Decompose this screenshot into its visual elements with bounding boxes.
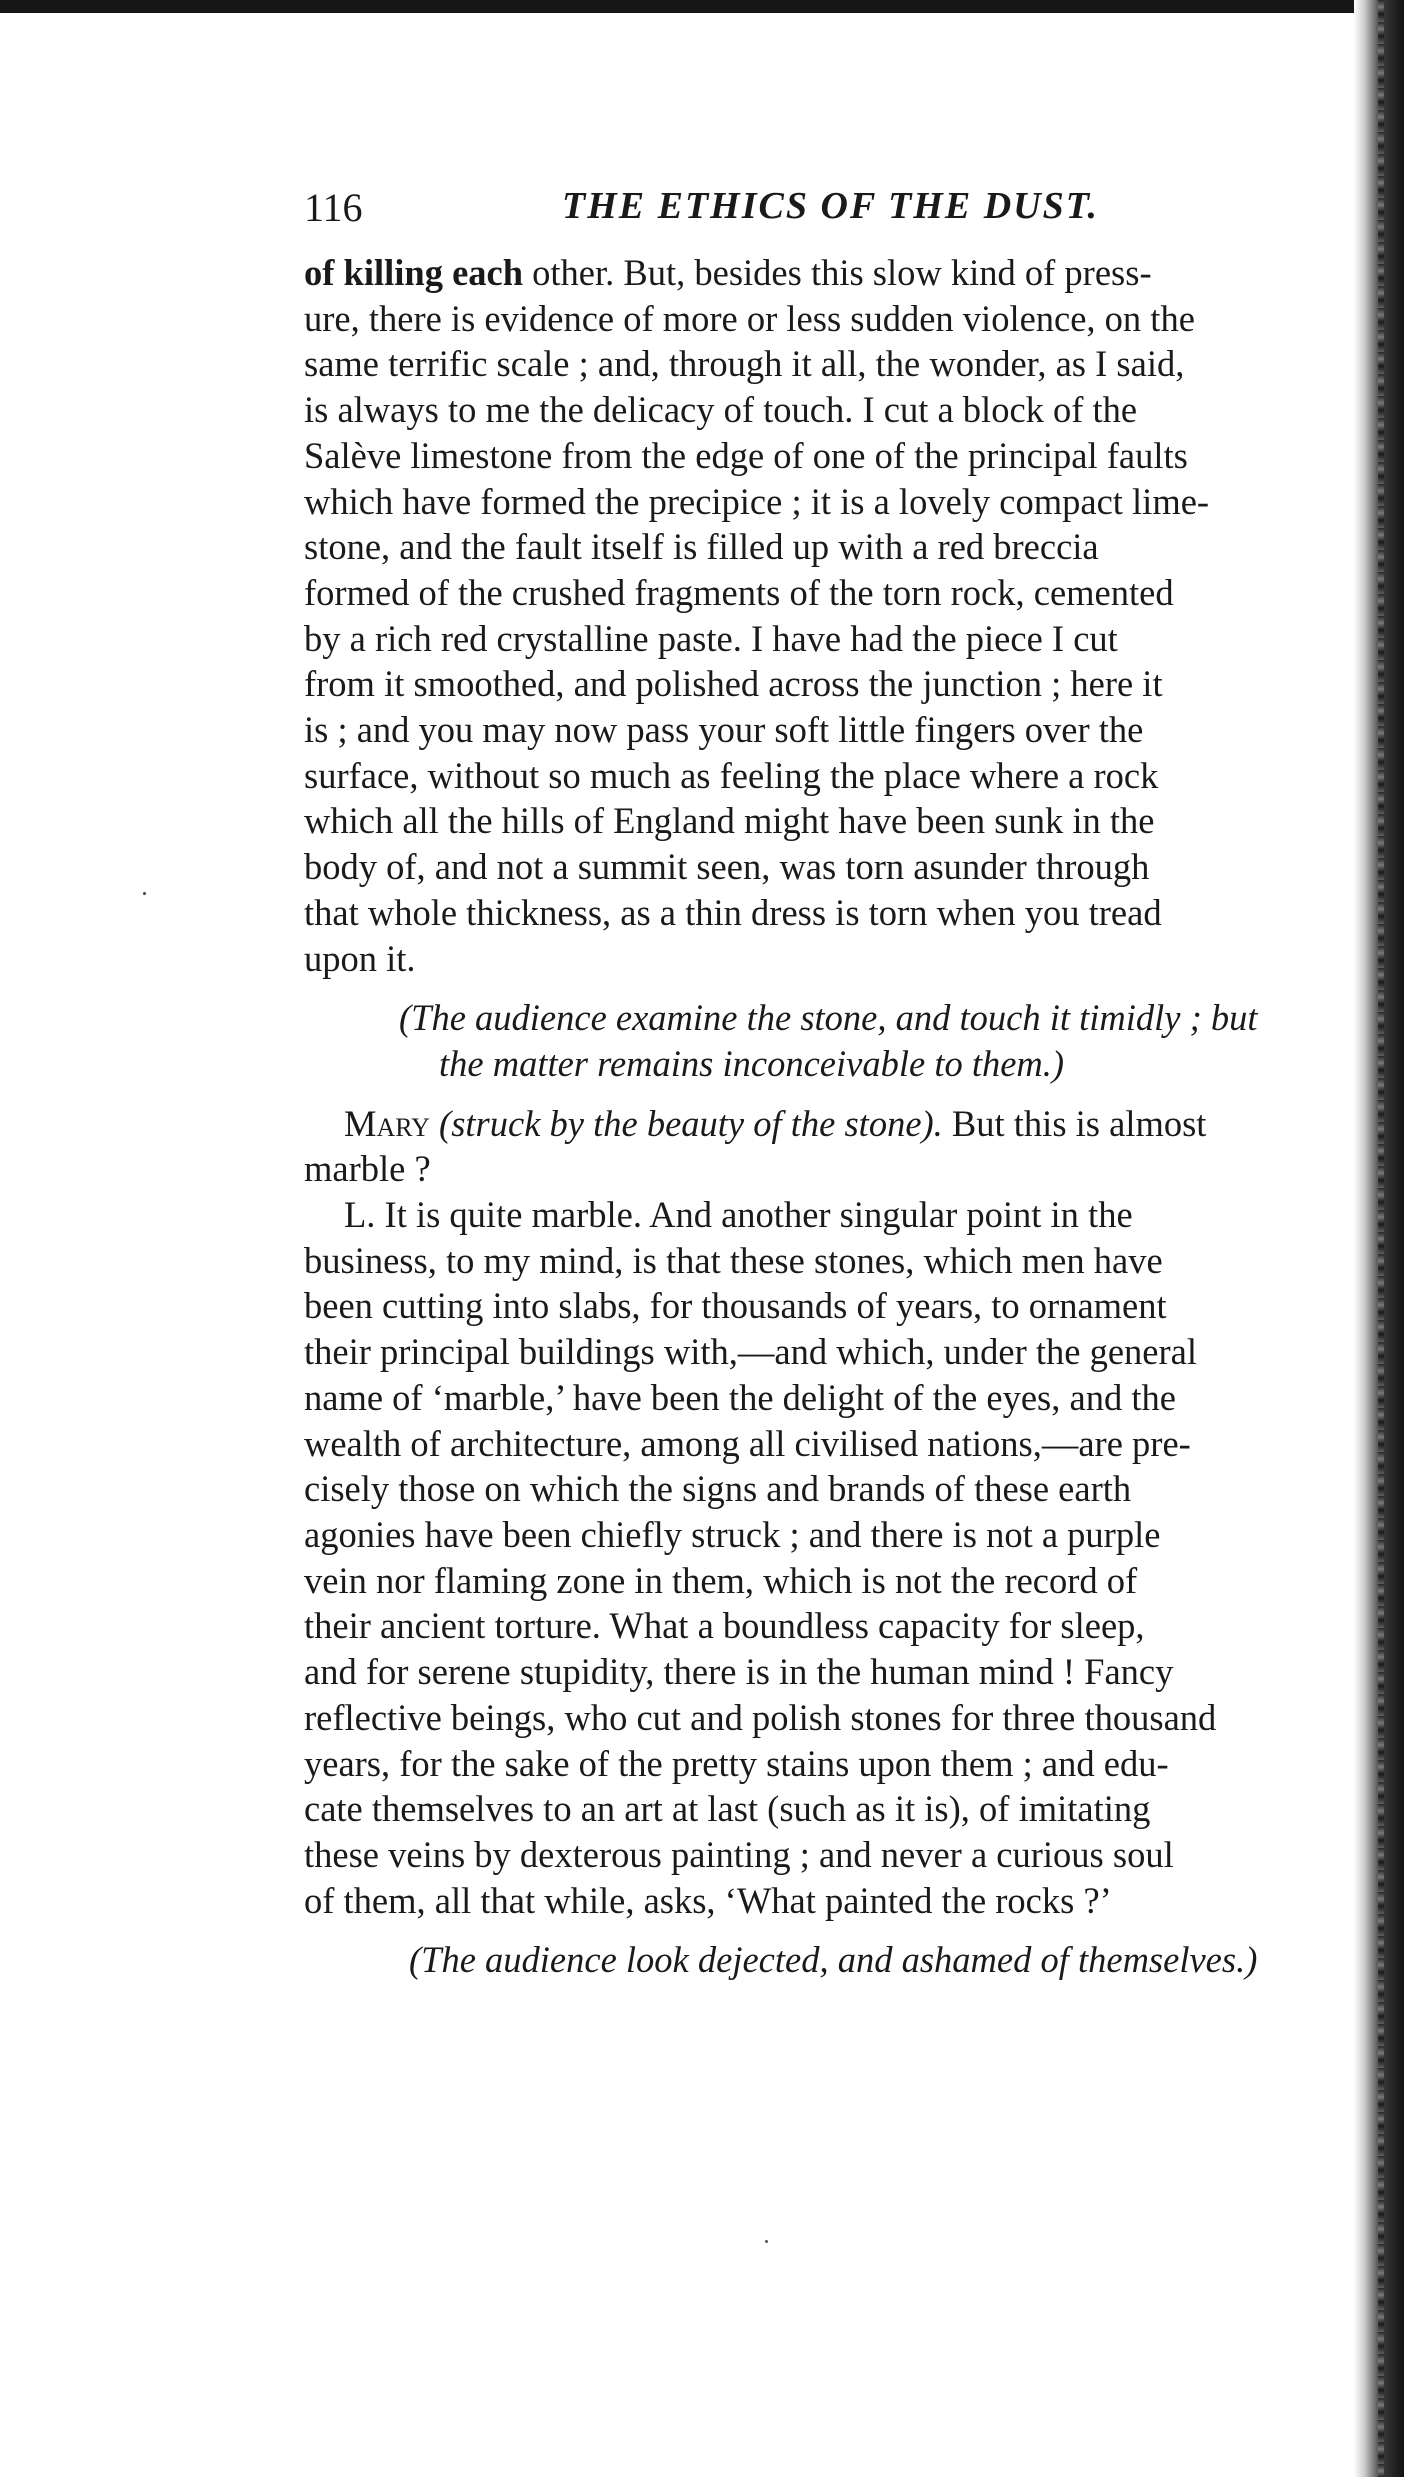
- text-line: is ; and you may now pass your soft little fingers over the: [304, 709, 1144, 751]
- text-line: name of ‘marble,’ have been the delight of the eyes, and the: [304, 1376, 1176, 1418]
- line-rest: But this is almost: [942, 1102, 1207, 1144]
- text-line: cate themselves to an art at last (such as it is), of imitating: [304, 1788, 1151, 1830]
- speaker-direction: (struck by the beauty of the stone).: [429, 1102, 943, 1144]
- speck-mark: [143, 892, 146, 895]
- text-line: business, to my mind, is that these stones, which men have: [304, 1239, 1163, 1281]
- page-body: [304, 250, 1404, 1983]
- text-line: cisely those on which the signs and brands of these earth: [304, 1468, 1132, 1510]
- text-line: marble ?: [304, 1148, 431, 1190]
- stage-direction-examine: [304, 995, 1404, 1086]
- text-line: upon it.: [304, 937, 416, 979]
- running-head: THE ETHICS OF THE DUST.: [562, 185, 1099, 227]
- text-line: years, for the sake of the pretty stains upon them ; and edu-: [304, 1742, 1169, 1784]
- bold-phrase: of killing each: [304, 252, 524, 293]
- stage-direction-line: the matter remains inconceivable to them.): [439, 1042, 1065, 1084]
- text-line: wealth of architecture, among all civilised nations,—are pre-: [304, 1422, 1191, 1464]
- text-line: stone, and the fault itself is filled up with a red breccia: [304, 526, 1099, 568]
- text-line: [304, 1101, 1404, 1147]
- text-line: Salève limestone from the edge of one of the principal faults: [304, 434, 1188, 476]
- top-edge-shadow: [0, 0, 1404, 13]
- paragraph-gap: [304, 981, 1404, 995]
- text-line: ure, there is evidence of more or less sudden violence, on the: [304, 297, 1195, 339]
- text-line: body of, and not a summit seen, was torn asunder through: [304, 846, 1150, 888]
- paragraph-faults: [304, 250, 1404, 981]
- text-line: L. It is quite marble. And another singular point in the: [344, 1194, 1133, 1236]
- page-header: [0, 176, 1404, 236]
- text-line: that whole thickness, as a thin dress is torn when you tread: [304, 891, 1162, 933]
- text-line: these veins by dexterous painting ; and never a curious soul: [304, 1833, 1174, 1875]
- text-line: formed of the crushed fragments of the torn rock, cemented: [304, 571, 1174, 613]
- text-line: their principal buildings with,—and which, under the general: [304, 1331, 1198, 1373]
- text-line: by a rich red crystalline paste. I have had the piece I cut: [304, 617, 1118, 659]
- paragraph-gap: [304, 1923, 1404, 1937]
- text-line: same terrific scale ; and, through it all, the wonder, as I said,: [304, 343, 1185, 385]
- page-number: 116: [304, 185, 363, 230]
- text-line: been cutting into slabs, for thousands of years, to ornament: [304, 1285, 1167, 1327]
- text-line: of them, all that while, asks, ‘What painted the rocks ?’: [304, 1879, 1112, 1921]
- text-line: and for serene stupidity, there is in the human mind ! Fancy: [304, 1651, 1174, 1693]
- text-line: which all the hills of England might have been sunk in the: [304, 800, 1155, 842]
- line-rest: other. But, besides this slow kind of press-: [523, 252, 1152, 293]
- text-line: their ancient torture. What a boundless capacity for sleep,: [304, 1605, 1145, 1647]
- text-line: which have formed the precipice ; it is a lovely compact lime-: [304, 480, 1210, 522]
- text-line: is always to me the delicacy of touch. I cut a block of the: [304, 389, 1138, 431]
- text-line: agonies have been chiefly struck ; and there is not a purple: [304, 1513, 1161, 1555]
- text-line: from it smoothed, and polished across the junction ; here it: [304, 663, 1163, 705]
- paragraph-gap: [304, 1087, 1404, 1101]
- text-line: surface, without so much as feeling the place where a rock: [304, 754, 1159, 796]
- speaker-name: Mary: [344, 1102, 430, 1144]
- paragraph-mary: [304, 1101, 1404, 1192]
- speck-mark: [765, 2240, 768, 2243]
- text-line: vein nor flaming zone in them, which is not the record of: [304, 1559, 1138, 1601]
- stage-direction-dejected: [304, 1937, 1404, 1983]
- paragraph-marble: [304, 1192, 1404, 1923]
- stage-direction-line: (The audience examine the stone, and touch it timidly ; but: [399, 997, 1258, 1039]
- text-line: [304, 250, 1404, 296]
- text-line: reflective beings, who cut and polish stones for three thousand: [304, 1696, 1217, 1738]
- stage-direction-line: (The audience look dejected, and ashamed of themselves.): [409, 1939, 1258, 1981]
